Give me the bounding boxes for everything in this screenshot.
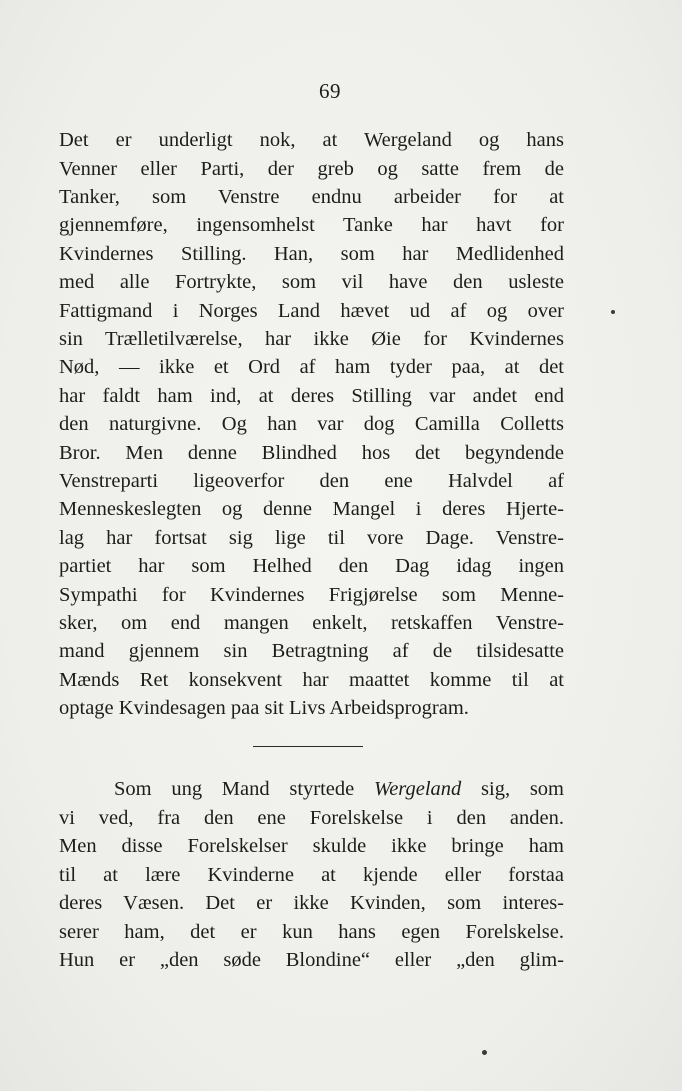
text-line: Fattigmand i Norges Land hævet ud af og over [59,300,564,322]
text-line: Bror. Men denne Blindhed hos det begyndende [59,442,564,464]
text-line: deres Væsen. Det er ikke Kvinden, som interes- [59,892,564,914]
text-line: har faldt ham ind, at deres Stilling var andet end [59,385,564,407]
text-line: Sympathi for Kvindernes Frigjørelse som Menne- [59,584,564,606]
text-line: Kvindernes Stilling. Han, som har Medlidenhed [59,243,564,265]
text-line: optage Kvindesagen paa sit Livs Arbeidsprogram. [59,697,469,719]
text-line: sin Trælletilværelse, har ikke Øie for Kvindernes [59,328,564,350]
text-line: den naturgivne. Og han var dog Camilla Colletts [59,413,564,435]
text-line: til at lære Kvinderne at kjende eller forstaa [59,864,564,886]
paper-speck [482,1050,487,1055]
italic-name: Wergeland [374,778,462,800]
text-line: vi ved, fra den ene Forelskelse i den anden. [59,807,564,829]
text-line: Hun er „den søde Blondine“ eller „den glim- [59,949,564,971]
page-number: 69 [319,79,341,103]
text-line: Venstreparti ligeoverfor den ene Halvdel af [59,470,564,492]
text-line: Venner eller Parti, der greb og satte frem de [59,158,564,180]
text-span: Som ung Mand styrtede [114,778,355,800]
paper-speck [611,310,615,314]
text-line: Tanker, som Venstre endnu arbeider for at [59,186,564,208]
text-line: partiet har som Helhed den Dag idag ingen [59,555,564,577]
text-line: Men disse Forelskelser skulde ikke bringe ham [59,835,564,857]
text-line: sker, om end mangen enkelt, retskaffen Venstre- [59,612,564,634]
text-line: Nød, — ikke et Ord af ham tyder paa, at det [59,356,564,378]
text-line: Menneskeslegten og denne Mangel i deres Hjerte- [59,498,564,520]
text-line: mand gjennem sin Betragtning af de tilsidesatte [59,640,564,662]
text-line [114,775,564,803]
text-line: Det er underligt nok, at Wergeland og hans [59,129,564,151]
text-line: Mænds Ret konsekvent har maattet komme til at [59,669,564,691]
text-span: sig, som [481,778,564,800]
text-line: serer ham, det er kun hans egen Forelskelse. [59,921,564,943]
text-line: lag har fortsat sig lige til vore Dage. Venstre- [59,527,564,549]
text-line: med alle Fortrykte, som vil have den usleste [59,271,564,293]
text-line: gjennemføre, ingensomhelst Tanke har havt for [59,214,564,236]
section-divider [253,746,363,747]
